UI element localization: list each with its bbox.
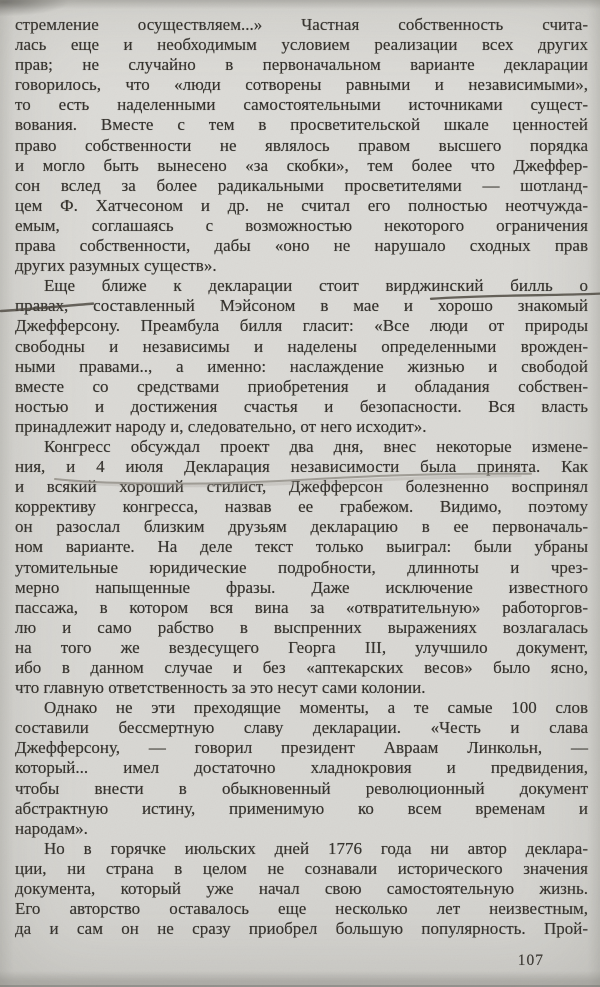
text-line: свободны и независимы и наделены определенными врожден- (15, 336, 588, 356)
text-line: утомительные юридические подробности, длинноты и чрез- (15, 557, 588, 577)
text-line: мерно напыщенные фразы. Даже исключение известного (15, 577, 588, 597)
text-line: сон вслед за более радикальными просветителями — шотланд- (15, 175, 588, 195)
text-line: Однако не эти преходящие моменты, а те самые 100 слов (44, 698, 588, 718)
text-line: Джефферсону, — говорил президент Авраам Линкольн, — (15, 738, 588, 758)
text-line: что главную ответственность за это несут сами колонии. (15, 678, 426, 698)
text-line: вования. Вместе с тем в просветительской шкале ценностей (15, 115, 588, 135)
text-line: да и сам он не сразу приобрел большую популярность. Прой- (15, 919, 588, 939)
text-line: Джефферсону. Преамбула билля гласит: «Все люди от природы (15, 316, 588, 336)
text-line: стремление осуществляем...» Частная собственность счита- (15, 15, 588, 34)
text-line: ния, и 4 июля Декларация независимости была принята. Как (15, 457, 588, 477)
text-line: чтобы внести в обыкновенный революционный документ (15, 778, 588, 798)
text-line: принадлежит народу и, следовательно, от него исходит». (15, 416, 427, 436)
text-line: он разослал близким друзьям декларацию в ее первоначаль- (15, 517, 588, 537)
text-line: право собственности не являлось правом высшего порядка (15, 135, 588, 155)
text-line: ции, ни страна в целом не сознавали исторического значения (15, 858, 588, 878)
text-line: пассажа, в котором вся вина за «отвратительную» работоргов- (15, 597, 588, 617)
text-line: то есть наделенными самостоятельными источниками сущест- (15, 95, 588, 115)
text-line: народам». (15, 818, 88, 838)
text-line: Его авторство оставалось еще несколько лет неизвестным, (15, 899, 588, 919)
text-line: говорилось, что «люди сотворены равными и независимыми», (15, 75, 588, 95)
text-line: других разумных существ». (15, 256, 217, 276)
text-line: емым, соглашаясь с возможностью некоторого ограничения (15, 215, 588, 235)
text-line: документа, который уже начал свою самостоятельную жизнь. (15, 879, 588, 899)
text-line: ными правами.., а именно: наслаждение жизнью и свободой (15, 356, 588, 376)
text-line: Еще ближе к декларации стоит вирджинский билль о (44, 276, 588, 296)
text-line: который... имел достаточно хладнокровия и предвидения, (15, 758, 588, 778)
text-line: абстрактную истину, применимую ко всем временам и (15, 798, 588, 818)
text-line: ностью и достижения счастья и безопасности. Вся власть (15, 396, 588, 416)
text-line: вместе со средствами приобретения и обладания собствен- (15, 376, 588, 396)
text-line: права собственности, дабы «оно не нарушало сходных прав (15, 236, 588, 256)
text-line: и всякий хороший стилист, Джефферсон болезненно воспринял (15, 477, 588, 497)
text-line: Но в горячке июльских дней 1776 года ни автор деклара- (44, 838, 588, 858)
text-line: Конгресс обсуждал проект два дня, внес некоторые измене- (44, 436, 588, 456)
text-line: лась еще и необходимым условием реализации всех других (15, 35, 588, 55)
text-line: и могло быть вынесено «за скобки», тем более что Джеффер- (15, 155, 588, 175)
text-line: цем Ф. Хатчесоном и др. не считал его полностью неотчужда- (15, 195, 588, 215)
text-line: ном варианте. На деле текст только выиграл: были убраны (15, 537, 588, 557)
text-line: на того же вездесущего Георга III, улучшило документ, (15, 637, 588, 657)
text-line: составили бессмертную славу декларации. «Честь и слава (15, 718, 588, 738)
text-line: коррективу конгресса, назвав ее грабежом. Видимо, поэтому (15, 497, 588, 517)
text-line: прав; не случайно в первоначальном варианте декларации (15, 55, 588, 75)
text-line: лю и само рабство в выспренних выражениях возлагалась (15, 617, 588, 637)
page-number: 107 (517, 952, 544, 969)
body-text (15, 15, 588, 939)
text-line: ибо в данном случае и без «аптекарских весов» было ясно, (15, 658, 588, 677)
text-line: правах, составленный Мэйсоном в мае и хорошо знакомый (15, 296, 588, 316)
